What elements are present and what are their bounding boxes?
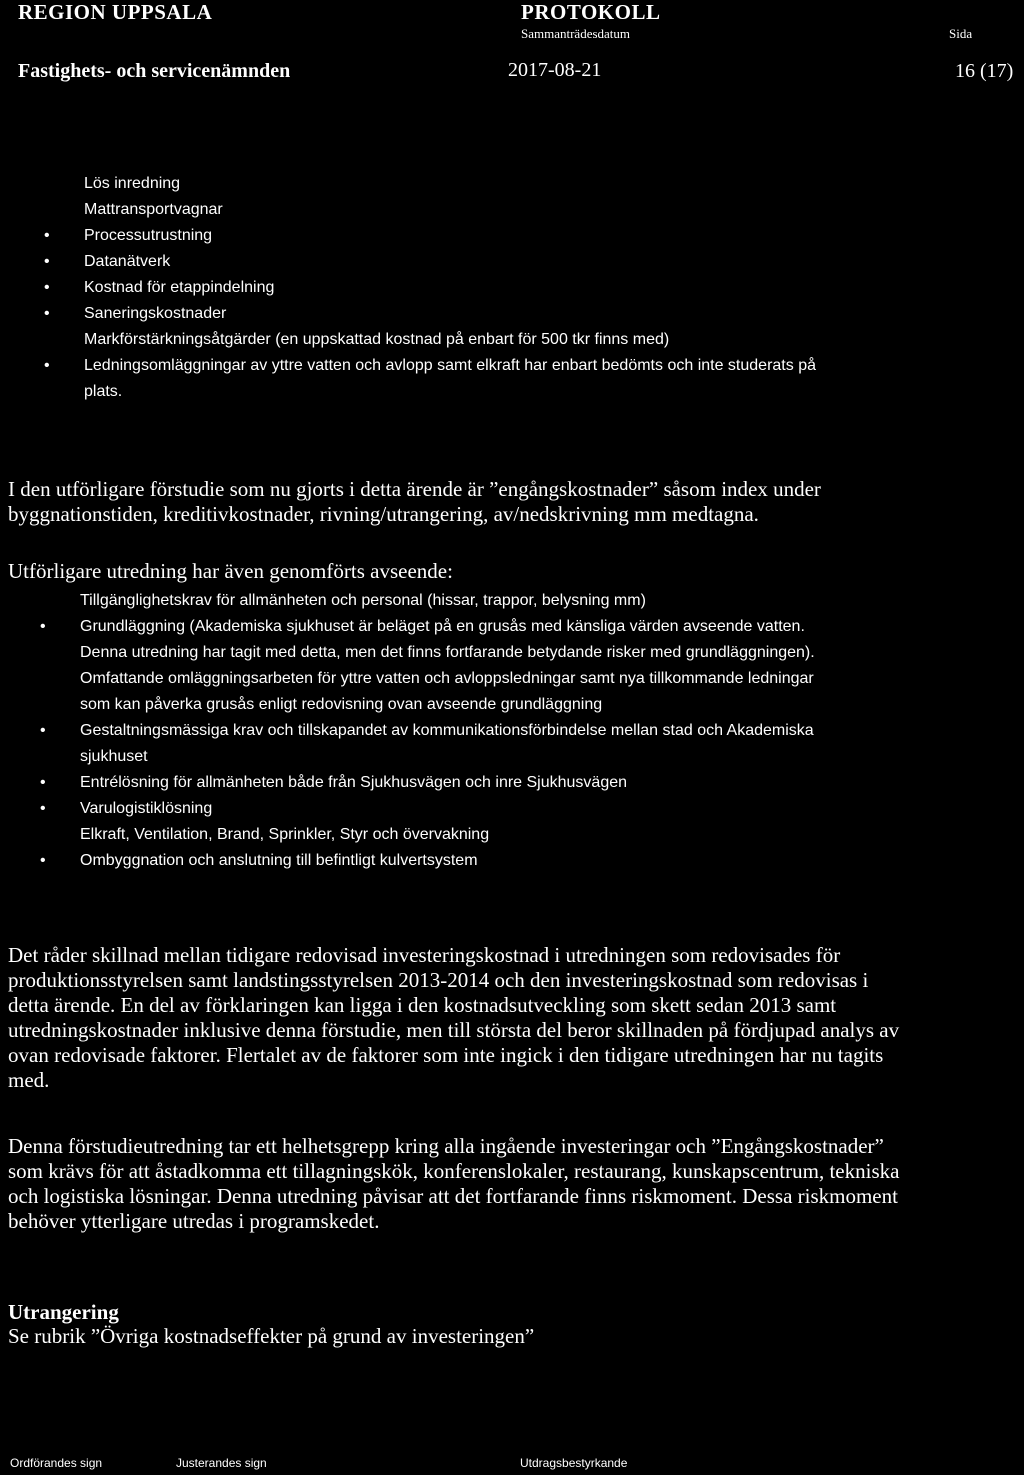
investigated-items-list xyxy=(80,588,815,874)
adjuster-signature-label: Justerandes sign xyxy=(176,1456,267,1470)
list-item: • Ledningsomläggningar av yttre vatten och avlopp samt elkraft har enbart bedömts och inte studerats på xyxy=(84,353,816,379)
section-text: Se rubrik ”Övriga kostnadseffekter på grund av investeringen” xyxy=(8,1324,535,1348)
list-item: Omfattande omläggningsarbeten för yttre vatten och avloppsledningar samt nya tillkommande ledningar xyxy=(80,670,814,687)
text-line: med. xyxy=(8,1068,50,1092)
list-item: • Processutrustning xyxy=(84,223,816,249)
text-line: ovan redovisade faktorer. Flertalet av de faktorer som inte ingick i den tidigare utredningen har nu tagits xyxy=(8,1043,884,1067)
meeting-date: 2017-08-21 xyxy=(508,59,602,81)
text-line: behöver ytterligare utredas i programskedet. xyxy=(8,1209,380,1233)
section-heading: Utrangering xyxy=(8,1300,119,1324)
list-item: • Entrélösning för allmänheten både från Sjukhusvägen och inre Sjukhusvägen xyxy=(80,770,815,796)
extract-certification-label: Utdragsbestyrkande xyxy=(520,1456,628,1470)
list-item: Lös inredning xyxy=(84,175,181,192)
list-item: • Gestaltningsmässiga krav och tillskapandet av kommunikationsförbindelse mellan stad och Akademiska xyxy=(80,718,815,744)
text-line: produktionsstyrelsen samt landstingsstyrelsen 2013-2014 och den investeringskostnad som redovisas i xyxy=(8,968,869,992)
list-item: • Grundläggning (Akademiska sjukhuset är beläget på en grusås med känsliga värden avseende vatten. xyxy=(80,614,815,640)
list-item: sjukhuset xyxy=(80,748,148,765)
paragraph-prestudy xyxy=(8,1134,899,1234)
list-item: Denna utredning har tagit med detta, men det finns fortfarande betydande risker med grundläggningen). xyxy=(80,644,815,661)
list-item: • Ombyggnation och anslutning till befintligt kulvertsystem xyxy=(80,848,815,874)
paragraph-cost-difference xyxy=(8,943,899,1093)
text-line: Denna förstudieutredning tar ett helhetsgrepp kring alla ingående investeringar och ”Engångskostnader” xyxy=(8,1134,884,1158)
document-type: PROTOKOLL xyxy=(521,0,661,24)
text-line: I den utförligare förstudie som nu gjorts i detta ärende är ”engångskostnader” såsom index under xyxy=(8,477,821,501)
list-item: Mattransportvagnar xyxy=(84,201,223,218)
list-item: • Saneringskostnader xyxy=(84,301,816,327)
page-number: 16 (17) xyxy=(955,60,1014,82)
list-item: Tillgänglighetskrav för allmänheten och personal (hissar, trappor, belysning mm) xyxy=(80,592,646,609)
text-line: utredningskostnader inklusive denna förstudie, men till största del beror skillnaden på fördjupad analys av xyxy=(8,1018,900,1042)
list-item: plats. xyxy=(84,383,123,400)
text-line: byggnationstiden, kreditivkostnader, rivning/utrangering, av/nedskrivning mm medtagna. xyxy=(8,502,759,526)
text-line: och logistiska lösningar. Denna utredning påvisar att det fortfarande finns riskmoment. Dessa riskmoment xyxy=(8,1184,898,1208)
meeting-date-label: Sammanträdesdatum xyxy=(521,26,631,41)
list-item: • Datanätverk xyxy=(84,249,816,275)
list-item: som kan påverka grusås enligt redovisning ovan avseende grundläggning xyxy=(80,696,603,713)
chair-signature-label: Ordförandes sign xyxy=(10,1456,103,1470)
list-item: Markförstärkningsåtgärder (en uppskattad kostnad på enbart för 500 tkr finns med) xyxy=(84,331,670,348)
list-item: • Varulogistiklösning xyxy=(80,796,815,822)
paragraph-one-time-costs xyxy=(8,477,821,527)
list-item: Elkraft, Ventilation, Brand, Sprinkler, Styr och övervakning xyxy=(80,826,490,843)
text-line: Det råder skillnad mellan tidigare redovisad investeringskostnad i utredningen som redovisades för xyxy=(8,943,841,967)
text-line: detta ärende. En del av förklaringen kan ligga i den kostnadsutveckling som skett sedan 2013 samt xyxy=(8,993,837,1017)
excluded-items-list xyxy=(84,171,816,405)
text-line: som krävs för att åstadkomma ett tillagningskök, konferenslokaler, restaurang, kunskapscentrum, tekniska xyxy=(8,1159,900,1183)
board-name: Fastighets- och servicenämnden xyxy=(18,60,291,82)
investigation-intro: Utförligare utredning har även genomförts avseende: xyxy=(8,559,453,583)
page-label: Sida xyxy=(949,26,973,41)
organization-name: REGION UPPSALA xyxy=(18,0,213,24)
list-item: • Kostnad för etappindelning xyxy=(84,275,816,301)
